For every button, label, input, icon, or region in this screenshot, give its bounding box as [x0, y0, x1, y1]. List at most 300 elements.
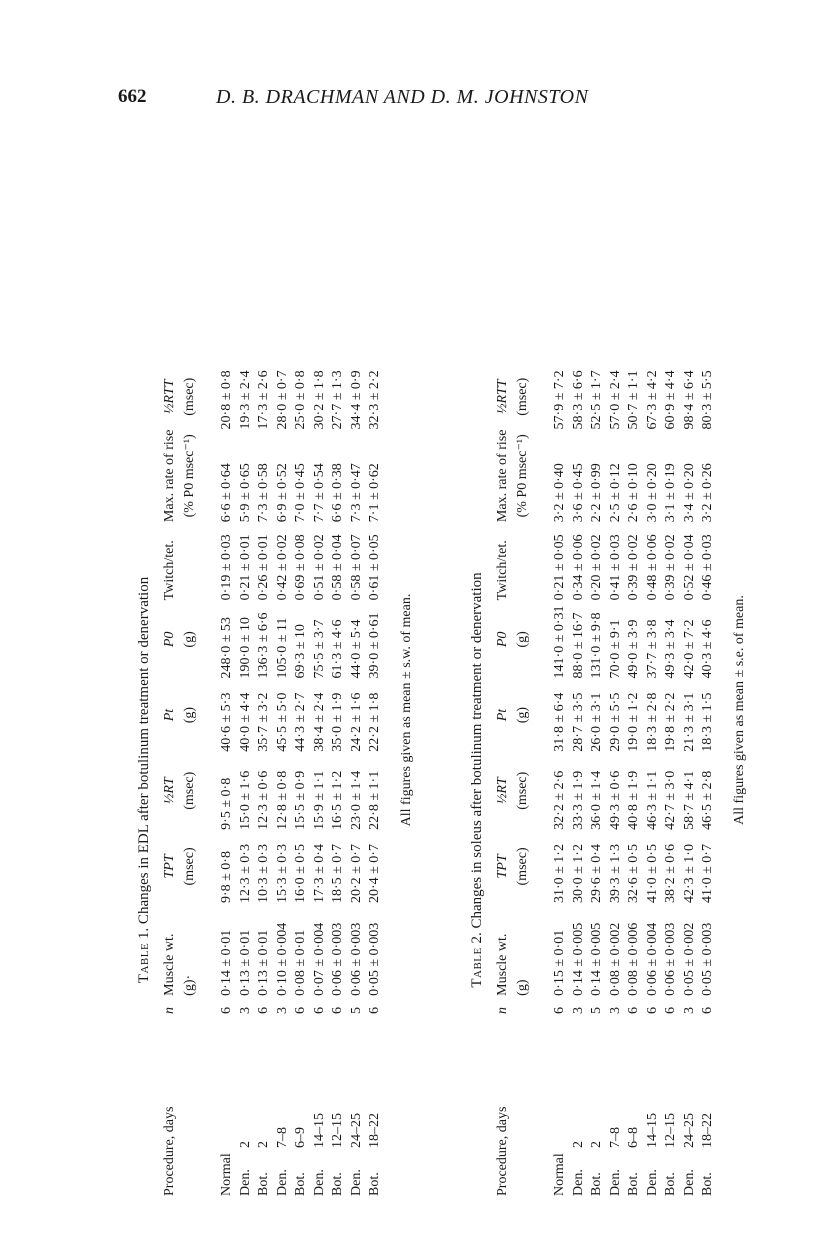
procedure-days: 6–9 — [293, 1127, 308, 1148]
cell-n: 3 — [237, 1006, 253, 1014]
header-unit: (% P0 msec⁻¹) — [515, 434, 530, 518]
cell-tpt: 20·2 ± 0·7 — [348, 844, 364, 904]
procedure-days: 12–15 — [663, 1113, 678, 1148]
table-footnote: All figures given as mean ± s.e. of mean. — [731, 595, 747, 825]
header-label: Pt — [495, 708, 510, 722]
table-row — [607, 364, 626, 1196]
procedure-cell — [588, 1025, 607, 1196]
cell-hrtt: 27·7 ± 1·3 — [330, 370, 345, 430]
cell-hrtt: 80·3 ± 5·5 — [700, 370, 715, 430]
cell-wt: 0·05 ± 0·002 — [681, 922, 697, 996]
cell-n: 3 — [570, 1006, 586, 1014]
column-header — [160, 752, 204, 830]
cell-tt: 0·52 ± 0·04 — [681, 534, 697, 601]
procedure-cell — [551, 1025, 570, 1196]
cell-hrt: 42·7 ± 3·0 — [663, 770, 678, 830]
header-unit: (% P0 msec⁻¹) — [182, 434, 197, 518]
cell-p0: 37·7 ± 3·8 — [644, 619, 660, 679]
cell-wt: 0·14 ± 0·005 — [570, 922, 586, 996]
cell-p0: 42·0 ± 7·2 — [681, 619, 697, 679]
column-header — [493, 600, 537, 678]
table-body — [551, 364, 718, 1196]
header-label: Max. rate of rise — [495, 429, 510, 523]
cell-mr: 3·1 ± 0·19 — [663, 463, 678, 523]
procedure-name: Bot. — [367, 1172, 382, 1196]
procedure-name: Bot. — [663, 1172, 678, 1196]
procedure-name: Den. — [274, 1169, 290, 1196]
cell-hrt: 12·8 ± 0·8 — [274, 770, 290, 830]
cell-p0: 190·0 ± 10 — [237, 617, 253, 679]
cell-pt: 24·2 ± 1·6 — [348, 692, 364, 752]
cell-tt: 0·21 ± 0·05 — [552, 534, 567, 601]
procedure-days: 14–15 — [644, 1113, 660, 1148]
header-label: Procedure, days — [162, 1106, 177, 1196]
cell-tt: 0·26 ± 0·01 — [256, 534, 271, 601]
procedure-days: 2 — [256, 1141, 271, 1148]
table-row — [366, 364, 385, 1196]
header-unit: (g) — [515, 631, 530, 648]
cell-mr: 7·3 ± 0·47 — [348, 463, 364, 523]
column-header — [160, 429, 204, 522]
procedure-cell — [274, 1025, 293, 1196]
cell-wt: 0·10 ± 0·004 — [274, 922, 290, 996]
cell-hrt: 36·0 ± 1·4 — [589, 770, 604, 830]
header-label: P0 — [495, 631, 510, 648]
cell-tt: 0·48 ± 0·06 — [644, 534, 660, 601]
header-label: Twitch/tet. — [495, 540, 510, 601]
cell-p0: 70·0 ± 9·1 — [607, 619, 623, 679]
header-row — [493, 364, 537, 1196]
procedure-cell — [366, 1025, 385, 1196]
procedure-cell — [292, 1025, 311, 1196]
cell-hrtt: 34·4 ± 0·9 — [348, 370, 364, 430]
header-row — [160, 364, 204, 1196]
procedure-cell — [662, 1025, 681, 1196]
cell-pt: 40·0 ± 4·4 — [237, 692, 253, 752]
cell-hrt: 12·3 ± 0·6 — [256, 770, 271, 830]
cell-tt: 0·69 ± 0·08 — [293, 534, 308, 601]
procedure-name: Den. — [607, 1169, 623, 1196]
cell-hrt: 46·3 ± 1·1 — [644, 770, 660, 830]
procedure-days: 14–15 — [311, 1113, 327, 1148]
cell-wt: 0·07 ± 0·004 — [311, 922, 327, 996]
caption-text: 2. Changes in soleus after botulinum treatment or denervation — [469, 572, 485, 948]
header-label: Procedure, days — [495, 1106, 510, 1196]
cell-wt: 0·06 ± 0·003 — [330, 922, 345, 996]
cell-p0: 49·0 ± 3·9 — [626, 619, 641, 679]
cell-wt: 0·06 ± 0·003 — [348, 922, 364, 996]
cell-tpt: 32·6 ± 0·5 — [626, 844, 641, 904]
column-header — [160, 364, 204, 429]
procedure-cell — [681, 1025, 700, 1196]
cell-tt: 0·58 ± 0·04 — [330, 534, 345, 601]
cell-n: 5 — [589, 1006, 604, 1014]
table-row — [292, 364, 311, 1196]
cell-wt: 0·13 ± 0·01 — [237, 929, 253, 996]
cell-hrtt: 60·9 ± 4·4 — [663, 370, 678, 430]
column-header — [160, 1025, 204, 1196]
cell-tpt: 38·2 ± 0·6 — [663, 844, 678, 904]
column-header — [493, 1025, 537, 1196]
cell-tpt: 30·0 ± 1·2 — [570, 844, 586, 904]
cell-p0: 131·0 ± 9·8 — [589, 612, 604, 679]
procedure-cell — [255, 1025, 274, 1196]
cell-mr: 5·9 ± 0·65 — [237, 463, 253, 523]
procedure-name: Den. — [644, 1169, 660, 1196]
cell-hrt: 15·5 ± 0·9 — [293, 770, 308, 830]
header-label: TPT — [495, 854, 510, 879]
cell-hrtt: 98·4 ± 6·4 — [681, 370, 697, 430]
cell-hrt: 49·3 ± 0·6 — [607, 770, 623, 830]
table-1 — [130, 364, 414, 1196]
column-header — [160, 830, 204, 903]
table-row — [551, 364, 570, 1196]
column-header — [493, 522, 537, 600]
cell-mr: 6·6 ± 0·64 — [219, 463, 234, 523]
column-header — [493, 752, 537, 830]
column-header — [160, 522, 204, 600]
header-label: Muscle wt. — [162, 933, 177, 996]
cell-mr: 7·3 ± 0·58 — [256, 463, 271, 523]
cell-pt: 38·4 ± 2·4 — [311, 692, 327, 752]
cell-pt: 44·3 ± 2·7 — [293, 692, 308, 752]
cell-hrt: 40·8 ± 1·9 — [626, 770, 641, 830]
cell-tpt: 16·0 ± 0·5 — [293, 844, 308, 904]
header-unit: (g) — [182, 706, 197, 724]
cell-tpt: 31·0 ± 1·2 — [552, 844, 567, 904]
column-header — [493, 903, 537, 996]
cell-mr: 3·0 ± 0·20 — [644, 463, 660, 523]
table-row — [329, 364, 348, 1196]
cell-p0: 136·3 ± 6·6 — [256, 612, 271, 679]
header-label: ½RTT — [162, 379, 177, 415]
cell-p0: 69·3 ± 10 — [293, 624, 308, 679]
cell-n: 6 — [552, 1006, 567, 1014]
procedure-name: Bot. — [626, 1172, 641, 1196]
table-row — [274, 364, 293, 1196]
cell-tt: 0·21 ± 0·01 — [237, 534, 253, 601]
cell-p0: 61·3 ± 4·6 — [330, 619, 345, 679]
cell-mr: 3·2 ± 0·26 — [700, 463, 715, 523]
cell-hrtt: 19·3 ± 2·4 — [237, 370, 253, 430]
cell-wt: 0·05 ± 0·003 — [367, 922, 382, 996]
procedure-name: Den. — [570, 1169, 586, 1196]
cell-pt: 45·5 ± 5·0 — [274, 692, 290, 752]
cell-n: 6 — [644, 1006, 660, 1014]
header-unit: (msec) — [515, 847, 530, 886]
cell-pt: 35·7 ± 3·2 — [256, 692, 271, 752]
cell-p0: 88·0 ± 16·7 — [570, 612, 586, 679]
cell-hrt: 23·0 ± 1·4 — [348, 770, 364, 830]
column-header — [160, 678, 204, 751]
cell-wt: 0·05 ± 0·003 — [700, 922, 715, 996]
cell-pt: 26·0 ± 3·1 — [589, 692, 604, 752]
procedure-days: 7–8 — [274, 1127, 290, 1148]
table-row — [218, 364, 237, 1196]
cell-mr: 6·6 ± 0·38 — [330, 463, 345, 523]
procedure-cell — [644, 1025, 663, 1196]
cell-mr: 7·1 ± 0·62 — [367, 463, 382, 523]
cell-n: 6 — [311, 1006, 327, 1014]
cell-tt: 0·58 ± 0·07 — [348, 534, 364, 601]
cell-pt: 29·0 ± 5·5 — [607, 692, 623, 752]
header-label: n — [162, 1006, 177, 1014]
header-unit: (g) — [182, 631, 197, 648]
cell-p0: 105·0 ± 11 — [274, 617, 290, 679]
header-label: Pt — [162, 708, 177, 722]
cell-wt: 0·15 ± 0·01 — [552, 929, 567, 996]
cell-p0: 49·3 ± 3·4 — [663, 619, 678, 679]
cell-n: 3 — [607, 1006, 623, 1014]
procedure-name: Normal — [552, 1153, 567, 1196]
procedure-name: Den. — [311, 1169, 327, 1196]
header-unit: (g) — [515, 706, 530, 724]
cell-n: 6 — [330, 1006, 345, 1014]
table-row — [644, 364, 663, 1196]
procedure-name: Den. — [237, 1169, 253, 1196]
cell-p0: 141·0 ± 0·31 — [552, 605, 567, 679]
cell-n: 6 — [367, 1006, 382, 1014]
procedure-name: Bot. — [293, 1172, 308, 1196]
cell-hrtt: 57·0 ± 2·4 — [607, 370, 623, 430]
cell-mr: 7·0 ± 0·45 — [293, 463, 308, 523]
cell-p0: 39·0 ± 0·61 — [367, 612, 382, 679]
cell-wt: 0·13 ± 0·01 — [256, 929, 271, 996]
cell-mr: 7·7 ± 0·54 — [311, 463, 327, 523]
procedure-name: Bot. — [589, 1172, 604, 1196]
header-label: P0 — [162, 631, 177, 648]
cell-p0: 44·0 ± 5·4 — [348, 619, 364, 679]
cell-pt: 19·0 ± 1·2 — [626, 692, 641, 752]
table-caption — [463, 364, 491, 1196]
cell-mr: 2·2 ± 0·99 — [589, 463, 604, 523]
header-unit: (msec) — [515, 771, 530, 810]
cell-n: 6 — [626, 1006, 641, 1014]
caption-label: Table — [136, 942, 152, 984]
cell-hrtt: 17·3 ± 2·6 — [256, 370, 271, 430]
cell-hrt: 58·7 ± 4·1 — [681, 770, 697, 830]
cell-n: 6 — [663, 1006, 678, 1014]
header-unit: (msec) — [182, 771, 197, 810]
cell-hrt: 33·3 ± 1·9 — [570, 770, 586, 830]
procedure-name: Den. — [348, 1169, 364, 1196]
cell-pt: 21·3 ± 3·1 — [681, 692, 697, 752]
cell-pt: 35·0 ± 1·9 — [330, 692, 345, 752]
cell-tt: 0·42 ± 0·02 — [274, 534, 290, 601]
procedure-cell — [237, 1025, 256, 1196]
cell-hrtt: 50·7 ± 1·1 — [626, 370, 641, 430]
header-label: ½RT — [162, 777, 177, 805]
header-label: Max. rate of rise — [162, 429, 177, 523]
cell-hrtt: 58·3 ± 6·6 — [570, 370, 586, 430]
procedure-days: 2 — [589, 1141, 604, 1148]
header-label: ½RT — [495, 777, 510, 805]
procedure-name: Bot. — [700, 1172, 715, 1196]
cell-tt: 0·34 ± 0·06 — [570, 534, 586, 601]
cell-mr: 2·6 ± 0·10 — [626, 463, 641, 523]
cell-pt: 28·7 ± 3·5 — [570, 692, 586, 752]
table-row — [699, 364, 718, 1196]
cell-tpt: 18·5 ± 0·7 — [330, 844, 345, 904]
cell-hrtt: 52·5 ± 1·7 — [589, 370, 604, 430]
header-label: Twitch/tet. — [162, 540, 177, 601]
header-unit: (msec) — [182, 847, 197, 886]
procedure-days: 18–22 — [700, 1113, 715, 1148]
table-row — [662, 364, 681, 1196]
procedure-cell — [625, 1025, 644, 1196]
column-header — [160, 903, 204, 996]
cell-hrtt: 28·0 ± 0·7 — [274, 370, 290, 430]
procedure-cell — [699, 1025, 718, 1196]
cell-tpt: 20·4 ± 0·7 — [367, 844, 382, 904]
cell-pt: 18·3 ± 2·8 — [644, 692, 660, 752]
caption-label: Table — [469, 947, 485, 988]
cell-n: 6 — [219, 1006, 234, 1014]
cell-tpt: 12·3 ± 0·3 — [237, 844, 253, 904]
cell-tt: 0·39 ± 0·02 — [626, 534, 641, 601]
table-row — [681, 364, 700, 1196]
cell-hrt: 15·0 ± 1·6 — [237, 770, 253, 830]
cell-hrtt: 57·9 ± 7·2 — [552, 370, 567, 430]
cell-tpt: 39·3 ± 1·3 — [607, 844, 623, 904]
cell-n: 6 — [700, 1006, 715, 1014]
procedure-days: 7–8 — [607, 1127, 623, 1148]
procedure-name: Normal — [219, 1153, 234, 1196]
cell-wt: 0·08 ± 0·006 — [626, 922, 641, 996]
caption-text: 1. Changes in EDL after botulinum treatment or denervation — [136, 576, 152, 943]
table-body — [218, 364, 385, 1196]
cell-mr: 6·9 ± 0·52 — [274, 463, 290, 523]
cell-n: 6 — [256, 1006, 271, 1014]
page-number: 662 — [118, 86, 147, 107]
cell-wt: 0·08 ± 0·01 — [293, 929, 308, 996]
cell-p0: 75·5 ± 3·7 — [311, 619, 327, 679]
column-header — [160, 996, 204, 1025]
cell-p0: 248·0 ± 53 — [219, 617, 234, 679]
procedure-cell — [311, 1025, 330, 1196]
procedure-name: Bot. — [256, 1172, 271, 1196]
table-row — [311, 364, 330, 1196]
cell-tpt: 41·0 ± 0·5 — [644, 844, 660, 904]
cell-hrtt: 32·3 ± 2·2 — [367, 370, 382, 430]
procedure-cell — [607, 1025, 626, 1196]
procedure-days: 6–8 — [626, 1127, 641, 1148]
table-row — [237, 364, 256, 1196]
cell-tt: 0·19 ± 0·03 — [219, 534, 234, 601]
cell-wt: 0·14 ± 0·005 — [589, 922, 604, 996]
table-row — [570, 364, 589, 1196]
table-row — [255, 364, 274, 1196]
cell-wt: 0·06 ± 0·003 — [663, 922, 678, 996]
cell-pt: 18·3 ± 1·5 — [700, 692, 715, 752]
column-header — [493, 364, 537, 429]
cell-pt: 22·2 ± 1·8 — [367, 692, 382, 752]
procedure-days: 24–25 — [681, 1113, 697, 1148]
column-header — [493, 830, 537, 903]
header-unit: (msec) — [182, 377, 197, 416]
cell-n: 3 — [681, 1006, 697, 1014]
procedure-name: Den. — [681, 1169, 697, 1196]
table-row — [348, 364, 367, 1196]
cell-wt: 0·08 ± 0·002 — [607, 922, 623, 996]
cell-tt: 0·39 ± 0·02 — [663, 534, 678, 601]
cell-p0: 40·3 ± 4·6 — [700, 619, 715, 679]
table-row — [625, 364, 644, 1196]
cell-hrt: 9·5 ± 0·8 — [219, 777, 234, 830]
header-label: n — [495, 1006, 510, 1014]
cell-tpt: 10·3 ± 0·3 — [256, 844, 271, 904]
cell-mr: 2·5 ± 0·12 — [607, 463, 623, 523]
cell-tt: 0·46 ± 0·03 — [700, 534, 715, 601]
cell-hrtt: 67·3 ± 4·2 — [644, 370, 660, 430]
procedure-days: 18–22 — [367, 1113, 382, 1148]
cell-wt: 0·14 ± 0·01 — [219, 929, 234, 996]
cell-wt: 0·06 ± 0·004 — [644, 922, 660, 996]
column-header — [493, 996, 537, 1025]
cell-hrt: 16·5 ± 1·2 — [330, 770, 345, 830]
cell-tpt: 29·6 ± 0·4 — [589, 844, 604, 904]
cell-tt: 0·41 ± 0·03 — [607, 534, 623, 601]
procedure-days: 2 — [237, 1141, 253, 1148]
cell-mr: 3·6 ± 0·45 — [570, 463, 586, 523]
column-header — [493, 678, 537, 751]
column-header — [493, 429, 537, 522]
cell-pt: 40·6 ± 5·3 — [219, 692, 234, 752]
cell-tt: 0·20 ± 0·02 — [589, 534, 604, 601]
cell-hrtt: 25·0 ± 0·8 — [293, 370, 308, 430]
header-unit: (g)· — [182, 974, 197, 996]
header-label: Muscle wt. — [495, 933, 510, 996]
cell-pt: 31·8 ± 6·4 — [552, 692, 567, 752]
table-caption — [130, 364, 158, 1196]
cell-tpt: 42·3 ± 1·0 — [681, 844, 697, 904]
cell-hrtt: 30·2 ± 1·8 — [311, 370, 327, 430]
cell-hrt: 15·9 ± 1·1 — [311, 770, 327, 830]
procedure-days: 2 — [570, 1141, 586, 1148]
running-head: D. B. DRACHMAN AND D. M. JOHNSTON — [216, 86, 589, 108]
cell-tpt: 15·3 ± 0·3 — [274, 844, 290, 904]
cell-mr: 3·4 ± 0·20 — [681, 463, 697, 523]
column-header — [160, 600, 204, 678]
cell-n: 5 — [348, 1006, 364, 1014]
procedure-name: Bot. — [330, 1172, 345, 1196]
cell-tpt: 17·3 ± 0·4 — [311, 844, 327, 904]
cell-pt: 19·8 ± 2·2 — [663, 692, 678, 752]
procedure-cell — [570, 1025, 589, 1196]
cell-n: 3 — [274, 1006, 290, 1014]
procedure-cell — [329, 1025, 348, 1196]
cell-hrtt: 20·8 ± 0·8 — [219, 370, 234, 430]
procedure-cell — [218, 1025, 237, 1196]
cell-hrt: 46·5 ± 2·8 — [700, 770, 715, 830]
cell-hrt: 22·8 ± 1·1 — [367, 770, 382, 830]
procedure-days: 24–25 — [348, 1113, 364, 1148]
procedure-days: 12–15 — [330, 1113, 345, 1148]
table-row — [588, 364, 607, 1196]
cell-n: 6 — [293, 1006, 308, 1014]
procedure-cell — [348, 1025, 367, 1196]
table-2 — [463, 364, 747, 1196]
header-unit: (msec) — [515, 377, 530, 416]
header-label: ½RTT — [495, 379, 510, 415]
table-footnote: All figures given as mean ± s.w. of mean. — [398, 593, 414, 827]
cell-tt: 0·61 ± 0·05 — [367, 534, 382, 601]
cell-hrt: 32·2 ± 2·6 — [552, 770, 567, 830]
header-label: TPT — [162, 854, 177, 879]
cell-mr: 3·2 ± 0·40 — [552, 463, 567, 523]
cell-tpt: 9·8 ± 0·8 — [219, 851, 234, 904]
header-unit: (g) — [515, 979, 530, 996]
